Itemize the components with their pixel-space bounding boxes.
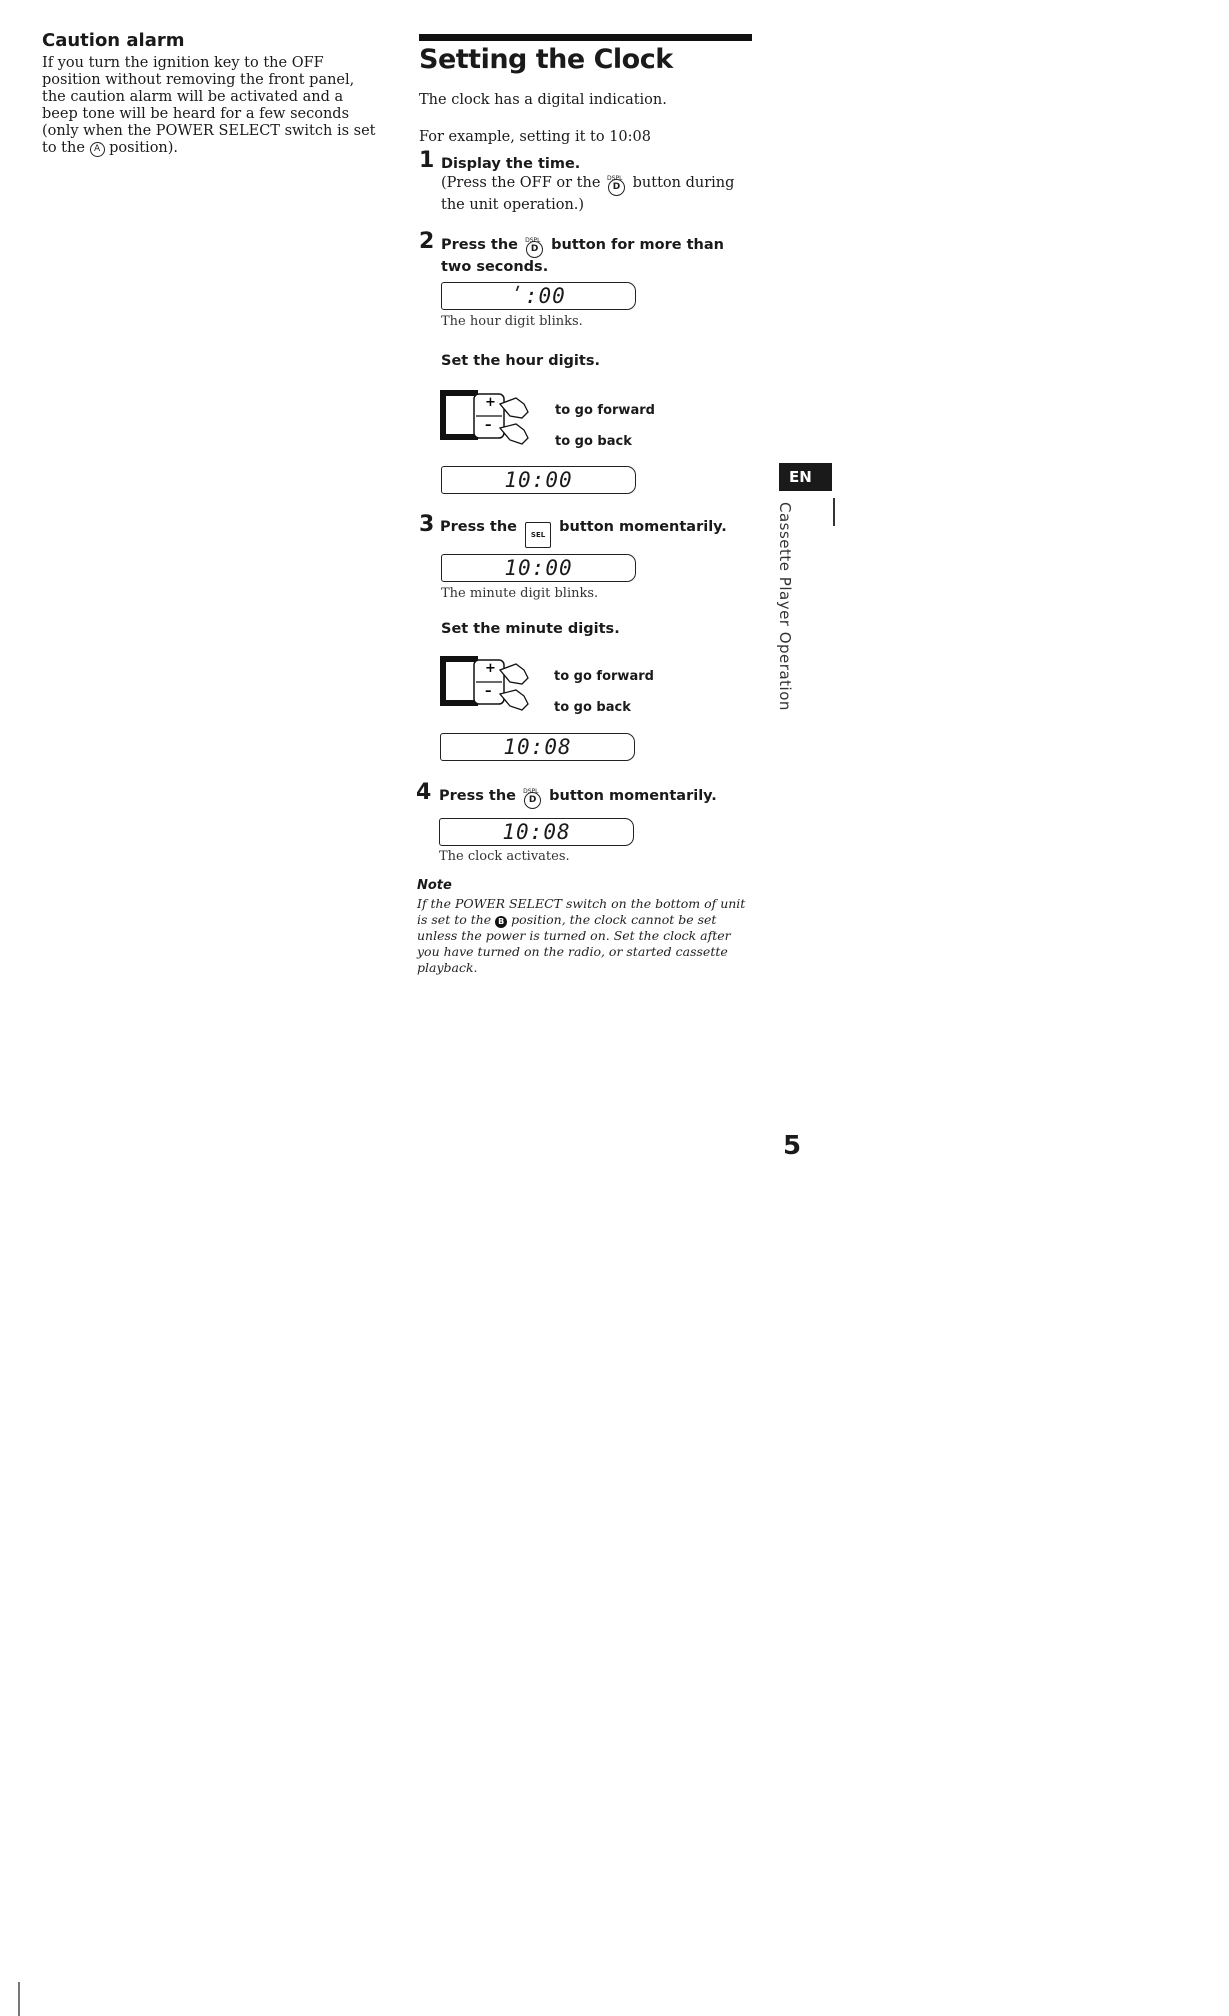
caution-text-part2: position). [109,140,179,156]
page-title: Setting the Clock [419,44,673,75]
lcd-value: 10:00 [504,556,573,580]
position-a-icon: A [90,142,105,157]
lcd-display-minute-set [440,733,635,761]
step-4-heading-suffix: button momentarily. [549,788,717,804]
step-4-heading-prefix: Press the [439,788,517,804]
lcd-value: ʹ:00 [511,284,566,308]
note-body-part2: position, the clock cannot be set unless the power is turned on. Set the clock after you have turned on the radio, or started cassette playback. [417,912,731,975]
clock-activates-caption: The clock activates. [439,849,570,864]
step-3-heading-prefix: Press the [440,519,518,535]
section-top-rule [419,34,752,41]
side-rule [833,498,835,526]
step-3-heading [440,518,760,548]
minute-forward-label: to go forward [554,669,654,684]
step-1-body-prefix: (Press the OFF or the [441,175,601,191]
step-4-heading [439,787,759,809]
language-tab: EN [779,463,832,491]
note-heading: Note [417,878,452,893]
dspl-label: DSPL [607,175,623,182]
step-1-body [441,174,751,214]
step-3-heading-suffix: button momentarily. [559,519,727,535]
step-2-heading-prefix: Press the [441,237,519,253]
step-2-number: 2 [419,229,435,254]
lcd-display-final [439,818,634,846]
step-2-heading [441,236,751,276]
page-number: 5 [783,1131,802,1161]
caution-alarm-heading: Caution alarm [42,30,185,51]
svg-text:–: – [485,418,492,433]
set-hour-heading: Set the hour digits. [441,353,600,369]
step-1-number: 1 [419,148,435,173]
minute-control-illustration [438,648,543,718]
disp-letter: D [612,182,621,192]
display-button-icon [607,175,625,196]
svg-text:+: + [485,661,496,676]
lcd-display-minute-blink [441,554,636,582]
lcd-display-hour-set [441,466,636,494]
hour-back-label: to go back [555,434,632,449]
display-button-icon [525,237,543,258]
disp-letter: D [530,244,539,254]
disp-letter: D [528,795,537,805]
caution-text-part1: If you turn the ignition key to the OFF position without removing the front panel, the caution alarm will be activated and a beep tone will be heard for a few seconds (only when the POWER SELECT switch is set to the [42,55,376,156]
step-1-body-suffix: button during the unit operation.) [441,175,735,213]
lcd-display-hour-blink [441,282,636,310]
set-minute-heading: Set the minute digits. [441,621,620,637]
hour-blink-caption: The hour digit blinks. [441,314,583,329]
note-body [417,896,747,976]
page-edge-mark [18,1982,20,2016]
step-3-number: 3 [419,512,435,537]
intro-text: The clock has a digital indication. [419,92,667,108]
step-2-heading-suffix: button for more than two seconds. [441,237,724,275]
section-side-label: Cassette Player Operation [776,502,794,711]
display-button-icon [523,788,541,809]
caution-alarm-text [42,55,377,157]
svg-text:–: – [485,684,492,699]
note-body-part1: If the POWER SELECT switch on the bottom of unit is set to the [417,896,746,927]
minute-back-label: to go back [554,700,631,715]
position-b-icon: B [495,916,507,928]
lcd-value: 10:00 [504,468,573,492]
dspl-label: DSPL [523,788,539,795]
svg-text:+: + [485,395,496,410]
lcd-value: 10:08 [502,820,571,844]
dspl-label: DSPL [525,237,541,244]
lcd-value: 10:08 [503,735,572,759]
hour-forward-label: to go forward [555,403,655,418]
example-text: For example, setting it to 10:08 [419,129,651,145]
sel-button-icon: SEL [525,522,551,548]
hour-control-illustration [438,382,543,452]
step-1-heading: Display the time. [441,156,581,172]
step-4-number: 4 [416,780,432,805]
minute-blink-caption: The minute digit blinks. [441,586,599,601]
